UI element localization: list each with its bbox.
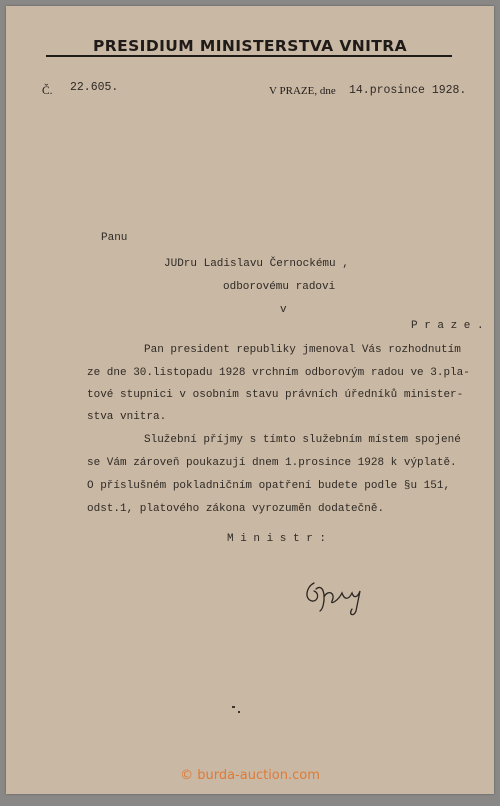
- body-line: stva vnitra.: [87, 411, 167, 423]
- recipient-name: JUDru Ladislavu Černockému ,: [164, 258, 349, 270]
- place-label: V PRAZE, dne: [269, 85, 336, 97]
- paper-mark: [232, 706, 235, 708]
- body-line: tové stupnici v osobním stavu právních úředníků minister-: [87, 389, 464, 401]
- recipient-title: odborovému radovi: [223, 281, 336, 293]
- body-line: O příslušném pokladničním opatření budete podle §u 151,: [87, 480, 451, 492]
- handwritten-signature: [296, 571, 376, 621]
- body-line: Pan president republiky jmenoval Vás rozhodnutím: [144, 344, 461, 356]
- letterhead-rule: [46, 55, 452, 57]
- body-line: se Vám zároveň poukazují dnem 1.prosince 1928 k výplatě.: [87, 457, 457, 469]
- watermark-text: © burda-auction.com: [180, 768, 320, 783]
- reference-label: Č.: [42, 85, 53, 97]
- signatory-title: M i n i s t r :: [227, 533, 327, 545]
- body-line: ze dne 30.listopadu 1928 vrchním odborovým radou ve 3.pla-: [87, 367, 470, 379]
- salutation: Panu: [101, 232, 128, 244]
- body-line: Služební příjmy s tímto služebním místem spojené: [144, 434, 461, 446]
- body-line: odst.1, platového zákona vyrozuměn dodatečně.: [87, 503, 385, 515]
- paper-mark: [238, 711, 240, 713]
- letterhead-title: PRESIDIUM MINISTERSTVA VNITRA: [93, 37, 407, 55]
- recipient-city: P r a z e .: [411, 320, 484, 332]
- letter-date: 14.prosince 1928.: [349, 84, 467, 97]
- recipient-preposition: v: [280, 304, 287, 316]
- reference-number: 22.605.: [70, 81, 119, 94]
- letter-sheet: [6, 6, 494, 794]
